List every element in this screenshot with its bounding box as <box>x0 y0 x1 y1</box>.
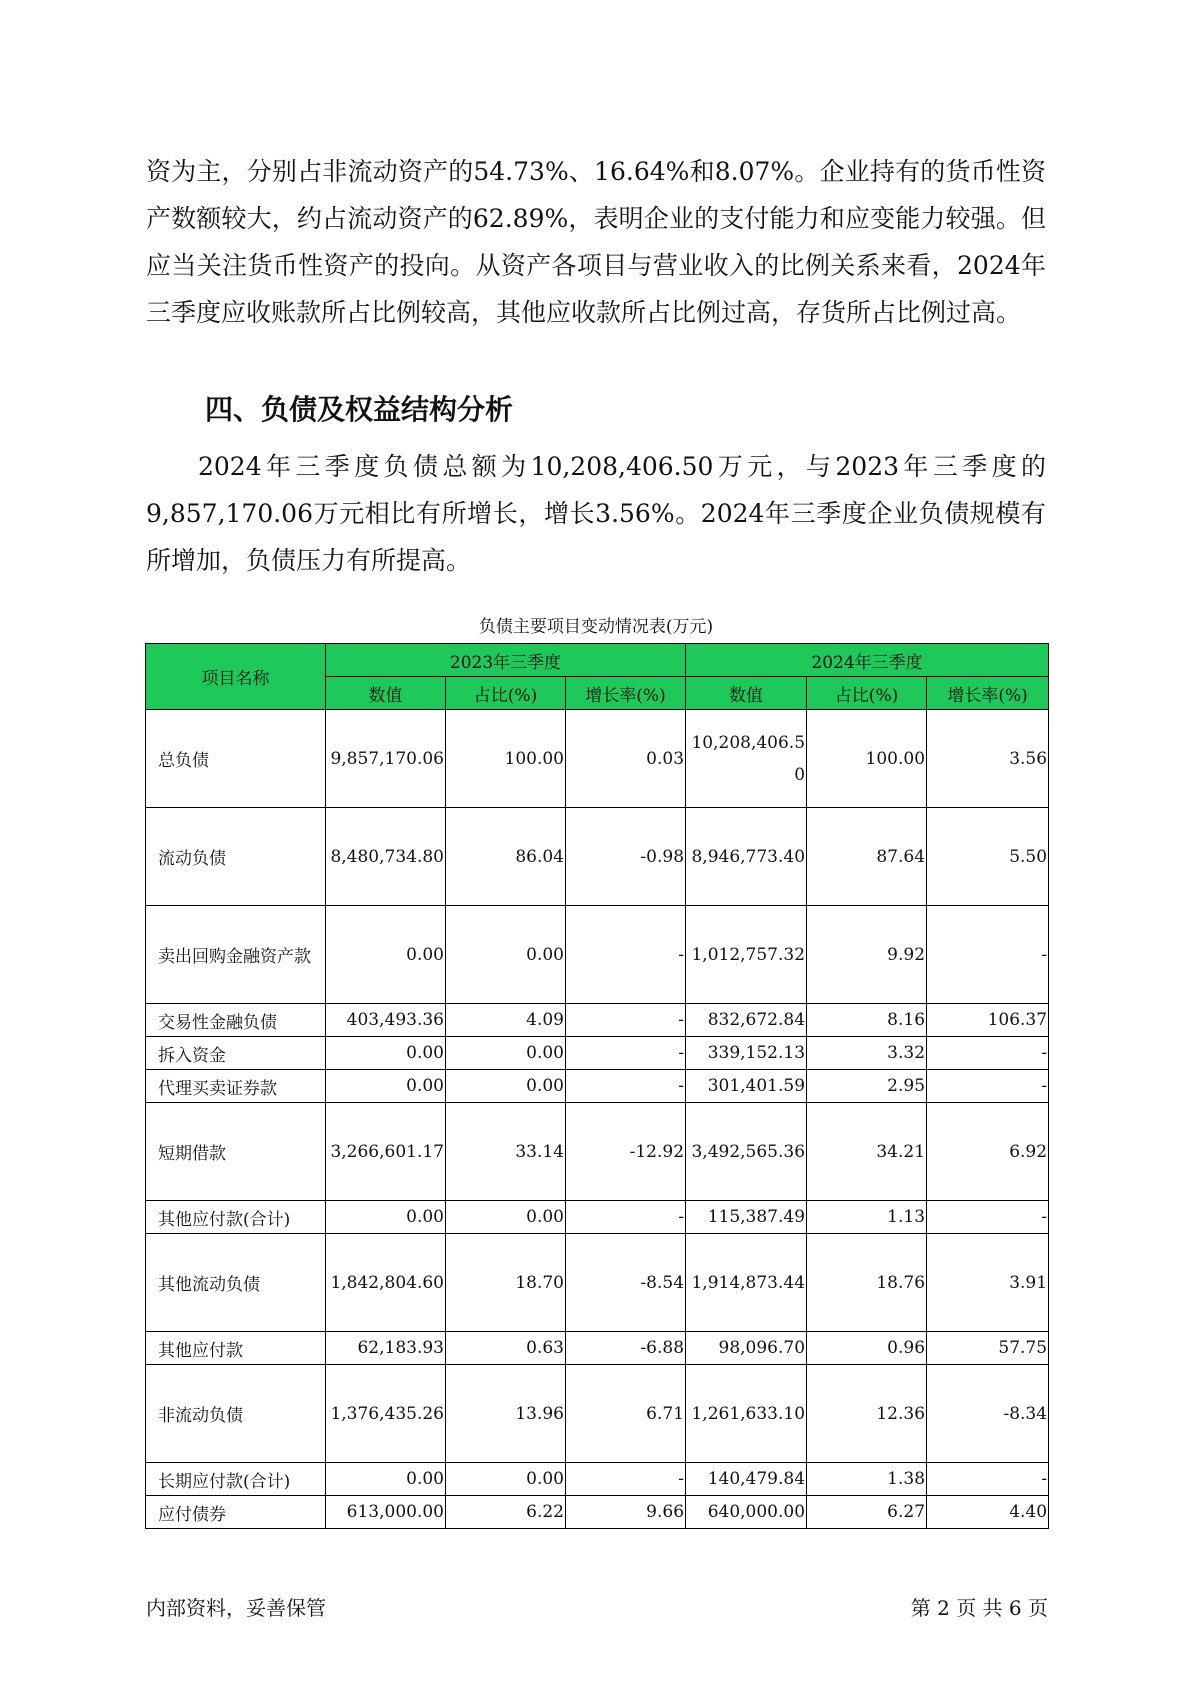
cell-item-name: 非流动负债 <box>146 1365 326 1463</box>
cell-share-2023: 0.00 <box>446 1201 566 1234</box>
body-paragraph-2: 2024年三季度负债总额为10,208,406.50万元，与2023年三季度的9,857,170.06万元相比有所增长，增长3.56%。2024年三季度企业负债规模有所增加，负债压力有所提高。 <box>146 452 1046 575</box>
cell-growth-2024: - <box>927 906 1049 1004</box>
table-row <box>146 808 1049 906</box>
cell-item-name: 其他流动负债 <box>146 1234 326 1332</box>
cell-value-2023: 0.00 <box>326 906 446 1004</box>
cell-share-2024: 87.64 <box>807 808 927 906</box>
header-period-2023: 2023年三季度 <box>326 644 686 677</box>
cell-value-2024: 140,479.84 <box>686 1463 807 1496</box>
cell-growth-2024: 57.75 <box>927 1332 1049 1365</box>
cell-growth-2023: 6.71 <box>566 1365 686 1463</box>
cell-growth-2024: - <box>927 1463 1049 1496</box>
body-paragraph-1: 资为主，分别占非流动资产的54.73%、16.64%和8.07%。企业持有的货币性资产数额较大，约占流动资产的62.89%，表明企业的支付能力和应变能力较强。但应当关注货币性资产的投向。从资产各项目与营业收入的比例关系来看，2024年三季度应收账款所占比例较高，其他应收款所占比例过高，存货所占比例过高。 <box>146 157 1046 327</box>
cell-value-2023: 403,493.36 <box>326 1004 446 1037</box>
cell-share-2024: 34.21 <box>807 1103 927 1201</box>
cell-share-2023: 0.63 <box>446 1332 566 1365</box>
cell-share-2024: 3.32 <box>807 1037 927 1070</box>
cell-item-name: 交易性金融负债 <box>146 1004 326 1037</box>
cell-item-name: 总负债 <box>146 710 326 808</box>
header-period-2024: 2024年三季度 <box>686 644 1049 677</box>
liability-table <box>145 643 1049 1529</box>
cell-growth-2024: 3.56 <box>927 710 1049 808</box>
footer-confidential: 内部资料，妥善保管 <box>146 1596 326 1620</box>
cell-value-2023: 0.00 <box>326 1463 446 1496</box>
cell-share-2023: 13.96 <box>446 1365 566 1463</box>
header-value-2023: 数值 <box>326 677 446 710</box>
cell-item-name: 其他应付款 <box>146 1332 326 1365</box>
cell-growth-2024: - <box>927 1070 1049 1103</box>
cell-growth-2023: -8.54 <box>566 1234 686 1332</box>
cell-growth-2023: - <box>566 1070 686 1103</box>
cell-growth-2024: - <box>927 1037 1049 1070</box>
cell-share-2024: 6.27 <box>807 1496 927 1529</box>
cell-value-2024: 1,261,633.10 <box>686 1365 807 1463</box>
table-row <box>146 710 1049 808</box>
cell-growth-2023: - <box>566 1463 686 1496</box>
cell-value-2023: 1,376,435.26 <box>326 1365 446 1463</box>
cell-growth-2024: 4.40 <box>927 1496 1049 1529</box>
cell-item-name: 长期应付款(合计) <box>146 1463 326 1496</box>
cell-share-2023: 0.00 <box>446 1463 566 1496</box>
cell-share-2024: 18.76 <box>807 1234 927 1332</box>
cell-value-2024: 8,946,773.40 <box>686 808 807 906</box>
cell-share-2024: 9.92 <box>807 906 927 1004</box>
cell-growth-2023: -0.98 <box>566 808 686 906</box>
table-row <box>146 1103 1049 1201</box>
table-row <box>146 1496 1049 1529</box>
header-share-2023: 占比(%) <box>446 677 566 710</box>
cell-value-2024: 1,914,873.44 <box>686 1234 807 1332</box>
cell-item-name: 拆入资金 <box>146 1037 326 1070</box>
table-row <box>146 1234 1049 1332</box>
table-caption: 负债主要项目变动情况表(万元) <box>478 617 714 637</box>
header-value-2024: 数值 <box>686 677 807 710</box>
cell-value-2023: 62,183.93 <box>326 1332 446 1365</box>
cell-item-name: 卖出回购金融资产款 <box>146 906 326 1004</box>
cell-share-2024: 1.38 <box>807 1463 927 1496</box>
header-share-2024: 占比(%) <box>807 677 927 710</box>
cell-share-2023: 0.00 <box>446 1070 566 1103</box>
cell-share-2024: 12.36 <box>807 1365 927 1463</box>
cell-share-2023: 18.70 <box>446 1234 566 1332</box>
cell-item-name: 短期借款 <box>146 1103 326 1201</box>
cell-value-2024: 3,492,565.36 <box>686 1103 807 1201</box>
cell-value-2023: 1,842,804.60 <box>326 1234 446 1332</box>
cell-growth-2024: 5.50 <box>927 808 1049 906</box>
cell-share-2024: 2.95 <box>807 1070 927 1103</box>
cell-item-name: 代理买卖证券款 <box>146 1070 326 1103</box>
table-row <box>146 1070 1049 1103</box>
header-growth-2023: 增长率(%) <box>566 677 686 710</box>
cell-value-2024: 301,401.59 <box>686 1070 807 1103</box>
cell-value-2023: 0.00 <box>326 1070 446 1103</box>
cell-growth-2024: 6.92 <box>927 1103 1049 1201</box>
cell-share-2024: 8.16 <box>807 1004 927 1037</box>
cell-value-2024: 832,672.84 <box>686 1004 807 1037</box>
cell-share-2023: 0.00 <box>446 906 566 1004</box>
cell-share-2023: 4.09 <box>446 1004 566 1037</box>
cell-value-2024: 1,012,757.32 <box>686 906 807 1004</box>
table-row <box>146 906 1049 1004</box>
table-row <box>146 1332 1049 1365</box>
cell-value-2024: 98,096.70 <box>686 1332 807 1365</box>
cell-growth-2024: -8.34 <box>927 1365 1049 1463</box>
cell-share-2023: 6.22 <box>446 1496 566 1529</box>
cell-growth-2023: 0.03 <box>566 710 686 808</box>
table-row <box>146 1004 1049 1037</box>
cell-growth-2024: 106.37 <box>927 1004 1049 1037</box>
cell-share-2024: 1.13 <box>807 1201 927 1234</box>
section-heading: 四、负债及权益结构分析 <box>205 393 514 426</box>
cell-growth-2023: -6.88 <box>566 1332 686 1365</box>
cell-value-2023: 613,000.00 <box>326 1496 446 1529</box>
cell-value-2023: 3,266,601.17 <box>326 1103 446 1201</box>
cell-value-2023: 0.00 <box>326 1037 446 1070</box>
cell-share-2024: 0.96 <box>807 1332 927 1365</box>
cell-value-2023: 8,480,734.80 <box>326 808 446 906</box>
table-row <box>146 1365 1049 1463</box>
cell-share-2023: 100.00 <box>446 710 566 808</box>
table-row <box>146 1201 1049 1234</box>
cell-value-2023: 9,857,170.06 <box>326 710 446 808</box>
cell-value-2024: 10,208,406.50 <box>686 710 807 808</box>
table-body <box>146 710 1049 1529</box>
cell-value-2024: 640,000.00 <box>686 1496 807 1529</box>
cell-item-name: 流动负债 <box>146 808 326 906</box>
cell-growth-2023: - <box>566 1037 686 1070</box>
table-row <box>146 1037 1049 1070</box>
cell-growth-2023: 9.66 <box>566 1496 686 1529</box>
cell-share-2023: 0.00 <box>446 1037 566 1070</box>
cell-growth-2023: -12.92 <box>566 1103 686 1201</box>
cell-share-2023: 86.04 <box>446 808 566 906</box>
cell-value-2023: 0.00 <box>326 1201 446 1234</box>
cell-item-name: 应付债券 <box>146 1496 326 1529</box>
cell-growth-2024: 3.91 <box>927 1234 1049 1332</box>
cell-share-2023: 33.14 <box>446 1103 566 1201</box>
cell-value-2024: 115,387.49 <box>686 1201 807 1234</box>
table-row <box>146 1463 1049 1496</box>
cell-growth-2023: - <box>566 1201 686 1234</box>
cell-growth-2023: - <box>566 906 686 1004</box>
header-growth-2024: 增长率(%) <box>927 677 1049 710</box>
cell-growth-2023: - <box>566 1004 686 1037</box>
cell-growth-2024: - <box>927 1201 1049 1234</box>
cell-value-2024: 339,152.13 <box>686 1037 807 1070</box>
cell-item-name: 其他应付款(合计) <box>146 1201 326 1234</box>
header-item-name: 项目名称 <box>146 644 326 710</box>
cell-share-2024: 100.00 <box>807 710 927 808</box>
footer-page-number: 第 2 页 共 6 页 <box>910 1596 1048 1620</box>
